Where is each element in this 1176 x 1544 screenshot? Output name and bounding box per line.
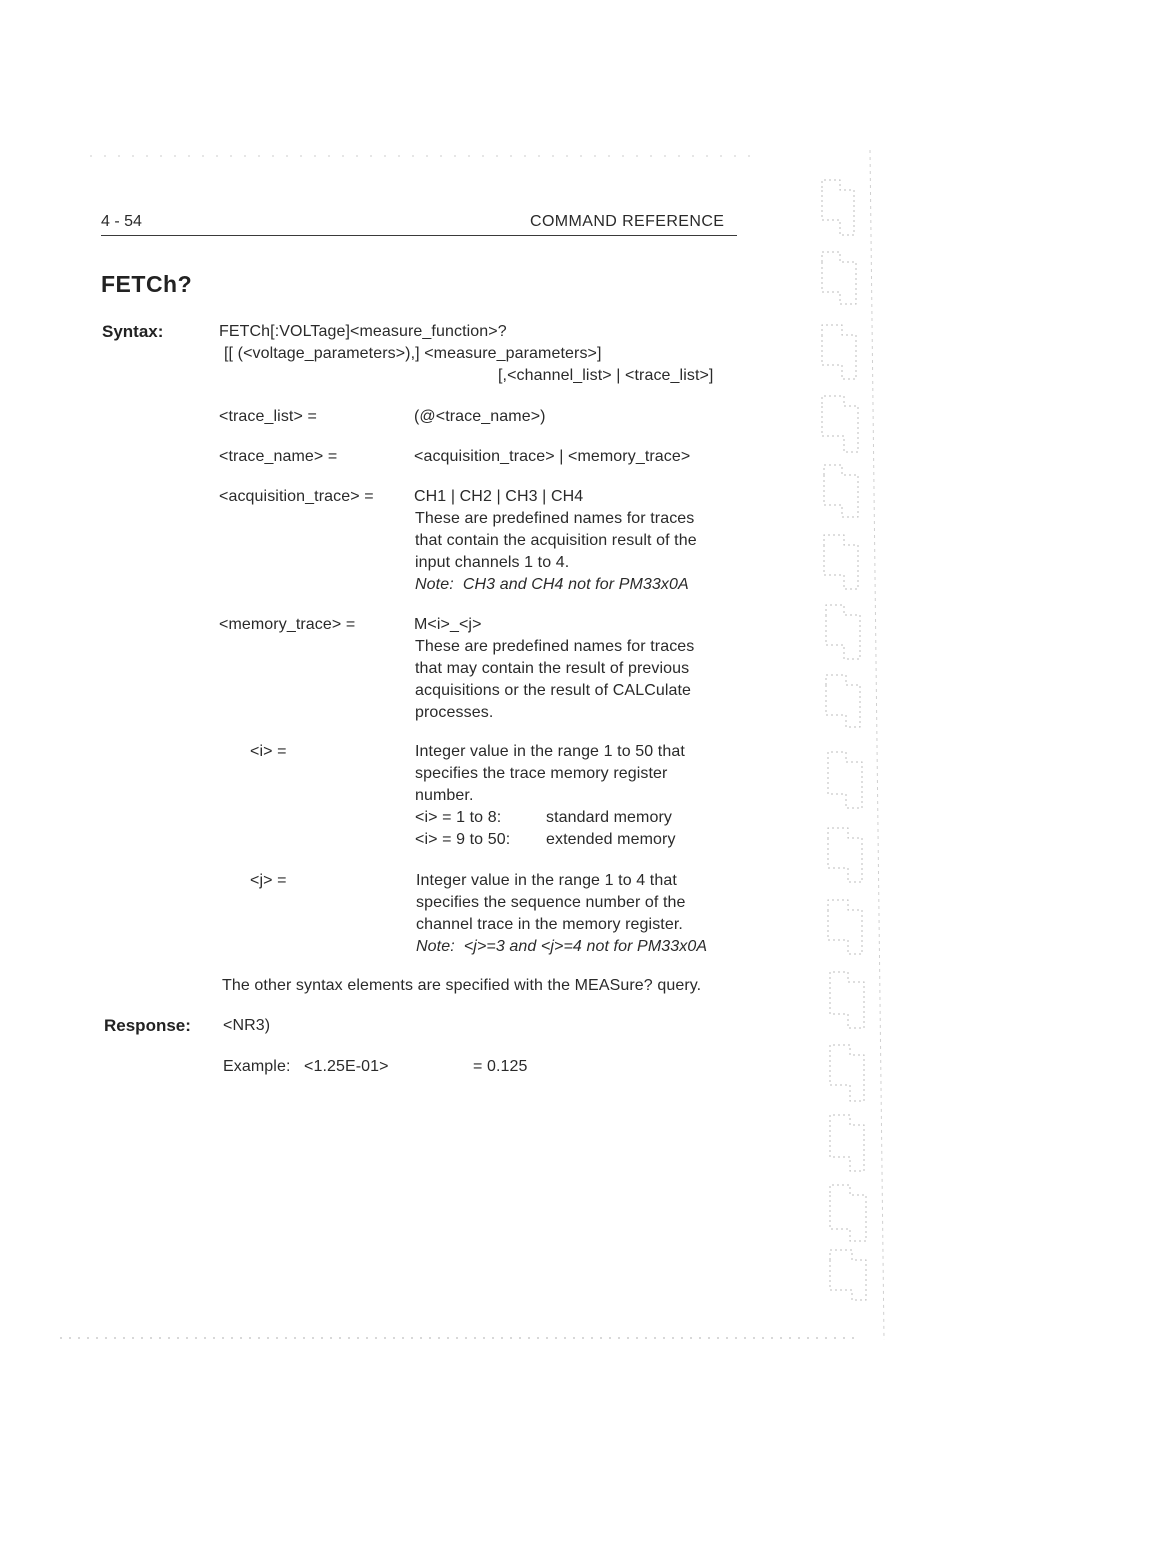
def-j-line-1: Integer value in the range 1 to 4 that: [416, 872, 677, 889]
def-i-line-1: Integer value in the range 1 to 50 that: [415, 743, 685, 760]
index-tab-edge: [818, 150, 888, 1350]
syntax-label: Syntax:: [102, 322, 164, 341]
scan-artifact-bottom: [60, 1337, 860, 1339]
def-memory-line-1: M<i>_<j>: [414, 616, 482, 633]
def-j-line-3: channel trace in the memory register.: [416, 916, 683, 933]
example-result: = 0.125: [473, 1058, 528, 1075]
def-acquisition-line-3: that contain the acquisition result of the: [415, 532, 697, 549]
note-j: [416, 936, 707, 958]
header-rule: [101, 235, 737, 236]
def-memory-line-3: that may contain the result of previous: [415, 660, 690, 677]
i-table-value-2: extended memory: [546, 831, 676, 848]
term-j: <j> =: [250, 872, 287, 889]
i-table-key-1: <i> = 1 to 8:: [415, 809, 502, 826]
def-j-line-2: specifies the sequence number of the: [416, 894, 686, 911]
term-memory-trace: <memory_trace> =: [219, 616, 356, 633]
note-label: Note:: [415, 576, 454, 593]
response-label: Response:: [104, 1016, 191, 1035]
def-memory-line-5: processes.: [415, 704, 494, 721]
section-header: COMMAND REFERENCE: [530, 213, 725, 230]
i-table-key-2: <i> = 9 to 50:: [415, 831, 511, 848]
example-label: Example:: [223, 1058, 291, 1075]
term-trace-name: <trace_name> =: [219, 448, 338, 465]
note-text: <j>=3 and <j>=4 not for PM33x0A: [463, 938, 708, 955]
page-number: 4 - 54: [101, 213, 142, 230]
def-acquisition-line-4: input channels 1 to 4.: [415, 554, 570, 571]
example-value: <1.25E-01>: [304, 1058, 389, 1075]
def-i-line-3: number.: [415, 787, 474, 804]
note-label: Note:: [416, 938, 455, 955]
def-i-line-2: specifies the trace memory register: [415, 765, 668, 782]
def-acquisition-line-2: These are predefined names for traces: [415, 510, 695, 527]
def-trace-name: <acquisition_trace> | <memory_trace>: [414, 448, 691, 465]
syntax-line-3: [,<channel_list> | <trace_list>]: [498, 367, 714, 384]
scan-artifact-top: [90, 155, 750, 157]
def-trace-list: (@<trace_name>): [414, 408, 546, 425]
syntax-line-1: FETCh[:VOLTage]<measure_function>?: [219, 323, 507, 340]
page-title: FETCh?: [101, 271, 193, 297]
i-table-value-1: standard memory: [546, 809, 672, 826]
syntax-line-2: [[ (<voltage_parameters>),] <measure_parameters>]: [224, 345, 602, 362]
note-acquisition: [415, 574, 689, 596]
def-acquisition-line-1: CH1 | CH2 | CH3 | CH4: [414, 488, 584, 505]
note-text: CH3 and CH4 not for PM33x0A: [462, 576, 689, 593]
term-i: <i> =: [250, 743, 287, 760]
term-acquisition-trace: <acquisition_trace> =: [219, 488, 374, 505]
response-value: <NR3): [223, 1017, 271, 1034]
def-memory-line-4: acquisitions or the result of CALCulate: [415, 682, 692, 699]
def-memory-line-2: These are predefined names for traces: [415, 638, 695, 655]
other-syntax-note: The other syntax elements are specified with the MEASure? query.: [222, 977, 702, 994]
term-trace-list: <trace_list> =: [219, 408, 317, 425]
